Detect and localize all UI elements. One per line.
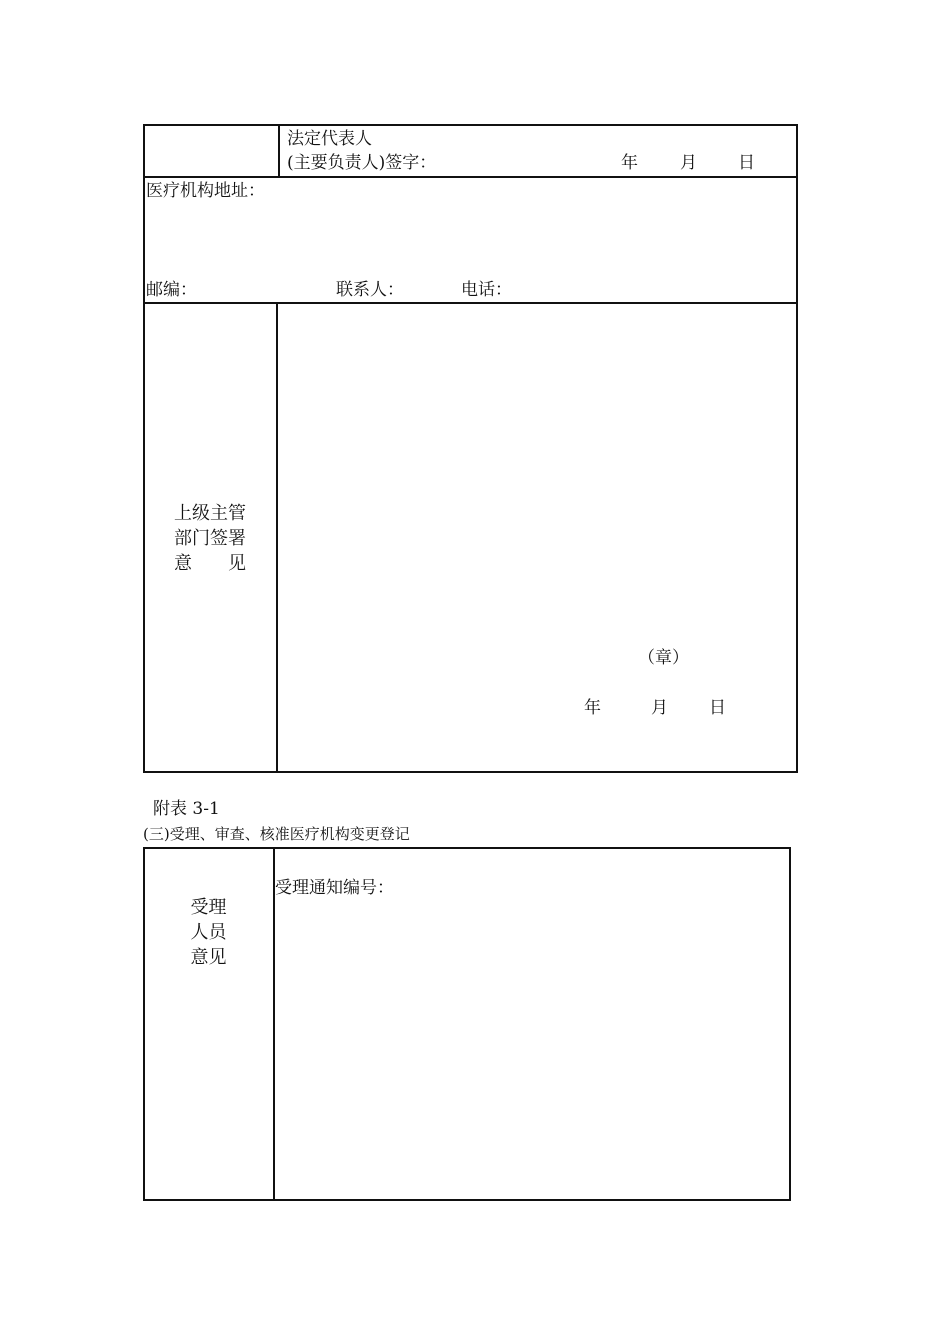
- heading-line: 上级主管: [174, 503, 246, 524]
- legal-rep-signature-label: (主要负责人)签字：: [287, 153, 437, 173]
- contact-person-label: 联系人：: [336, 280, 404, 300]
- form-table-applicant: [143, 124, 798, 773]
- heading-line: 部门签署: [174, 528, 246, 549]
- date-year-label: 年: [584, 698, 601, 718]
- column-divider: [276, 303, 278, 771]
- heading-line: 人员: [190, 922, 227, 943]
- date-month-label: 月: [680, 153, 697, 173]
- acceptance-opinion-heading: [146, 895, 271, 970]
- heading-line: 意见: [190, 947, 227, 968]
- supervisor-opinion-heading: [146, 501, 274, 576]
- appendix-label: 附表 3-1: [153, 799, 220, 819]
- date-year-label: 年: [621, 153, 638, 173]
- row-divider: [145, 302, 796, 304]
- date-day-label: 日: [738, 153, 755, 173]
- column-divider: [278, 126, 280, 176]
- row-divider: [145, 176, 796, 178]
- date-month-label: 月: [651, 698, 668, 718]
- heading-line: 受理: [190, 897, 227, 918]
- phone-label: 电话：: [461, 280, 512, 300]
- institution-address-label: 医疗机构地址：: [146, 181, 265, 201]
- notice-number-label: 受理通知编号：: [275, 878, 394, 898]
- seal-label: （章）: [638, 648, 689, 668]
- heading-line: 意 见: [174, 553, 246, 574]
- date-day-label: 日: [709, 698, 726, 718]
- column-divider: [273, 849, 275, 1199]
- legal-rep-label: 法定代表人: [287, 129, 372, 149]
- postcode-label: 邮编：: [146, 280, 197, 300]
- section-title: (三)受理、审查、核准医疗机构变更登记: [143, 825, 410, 843]
